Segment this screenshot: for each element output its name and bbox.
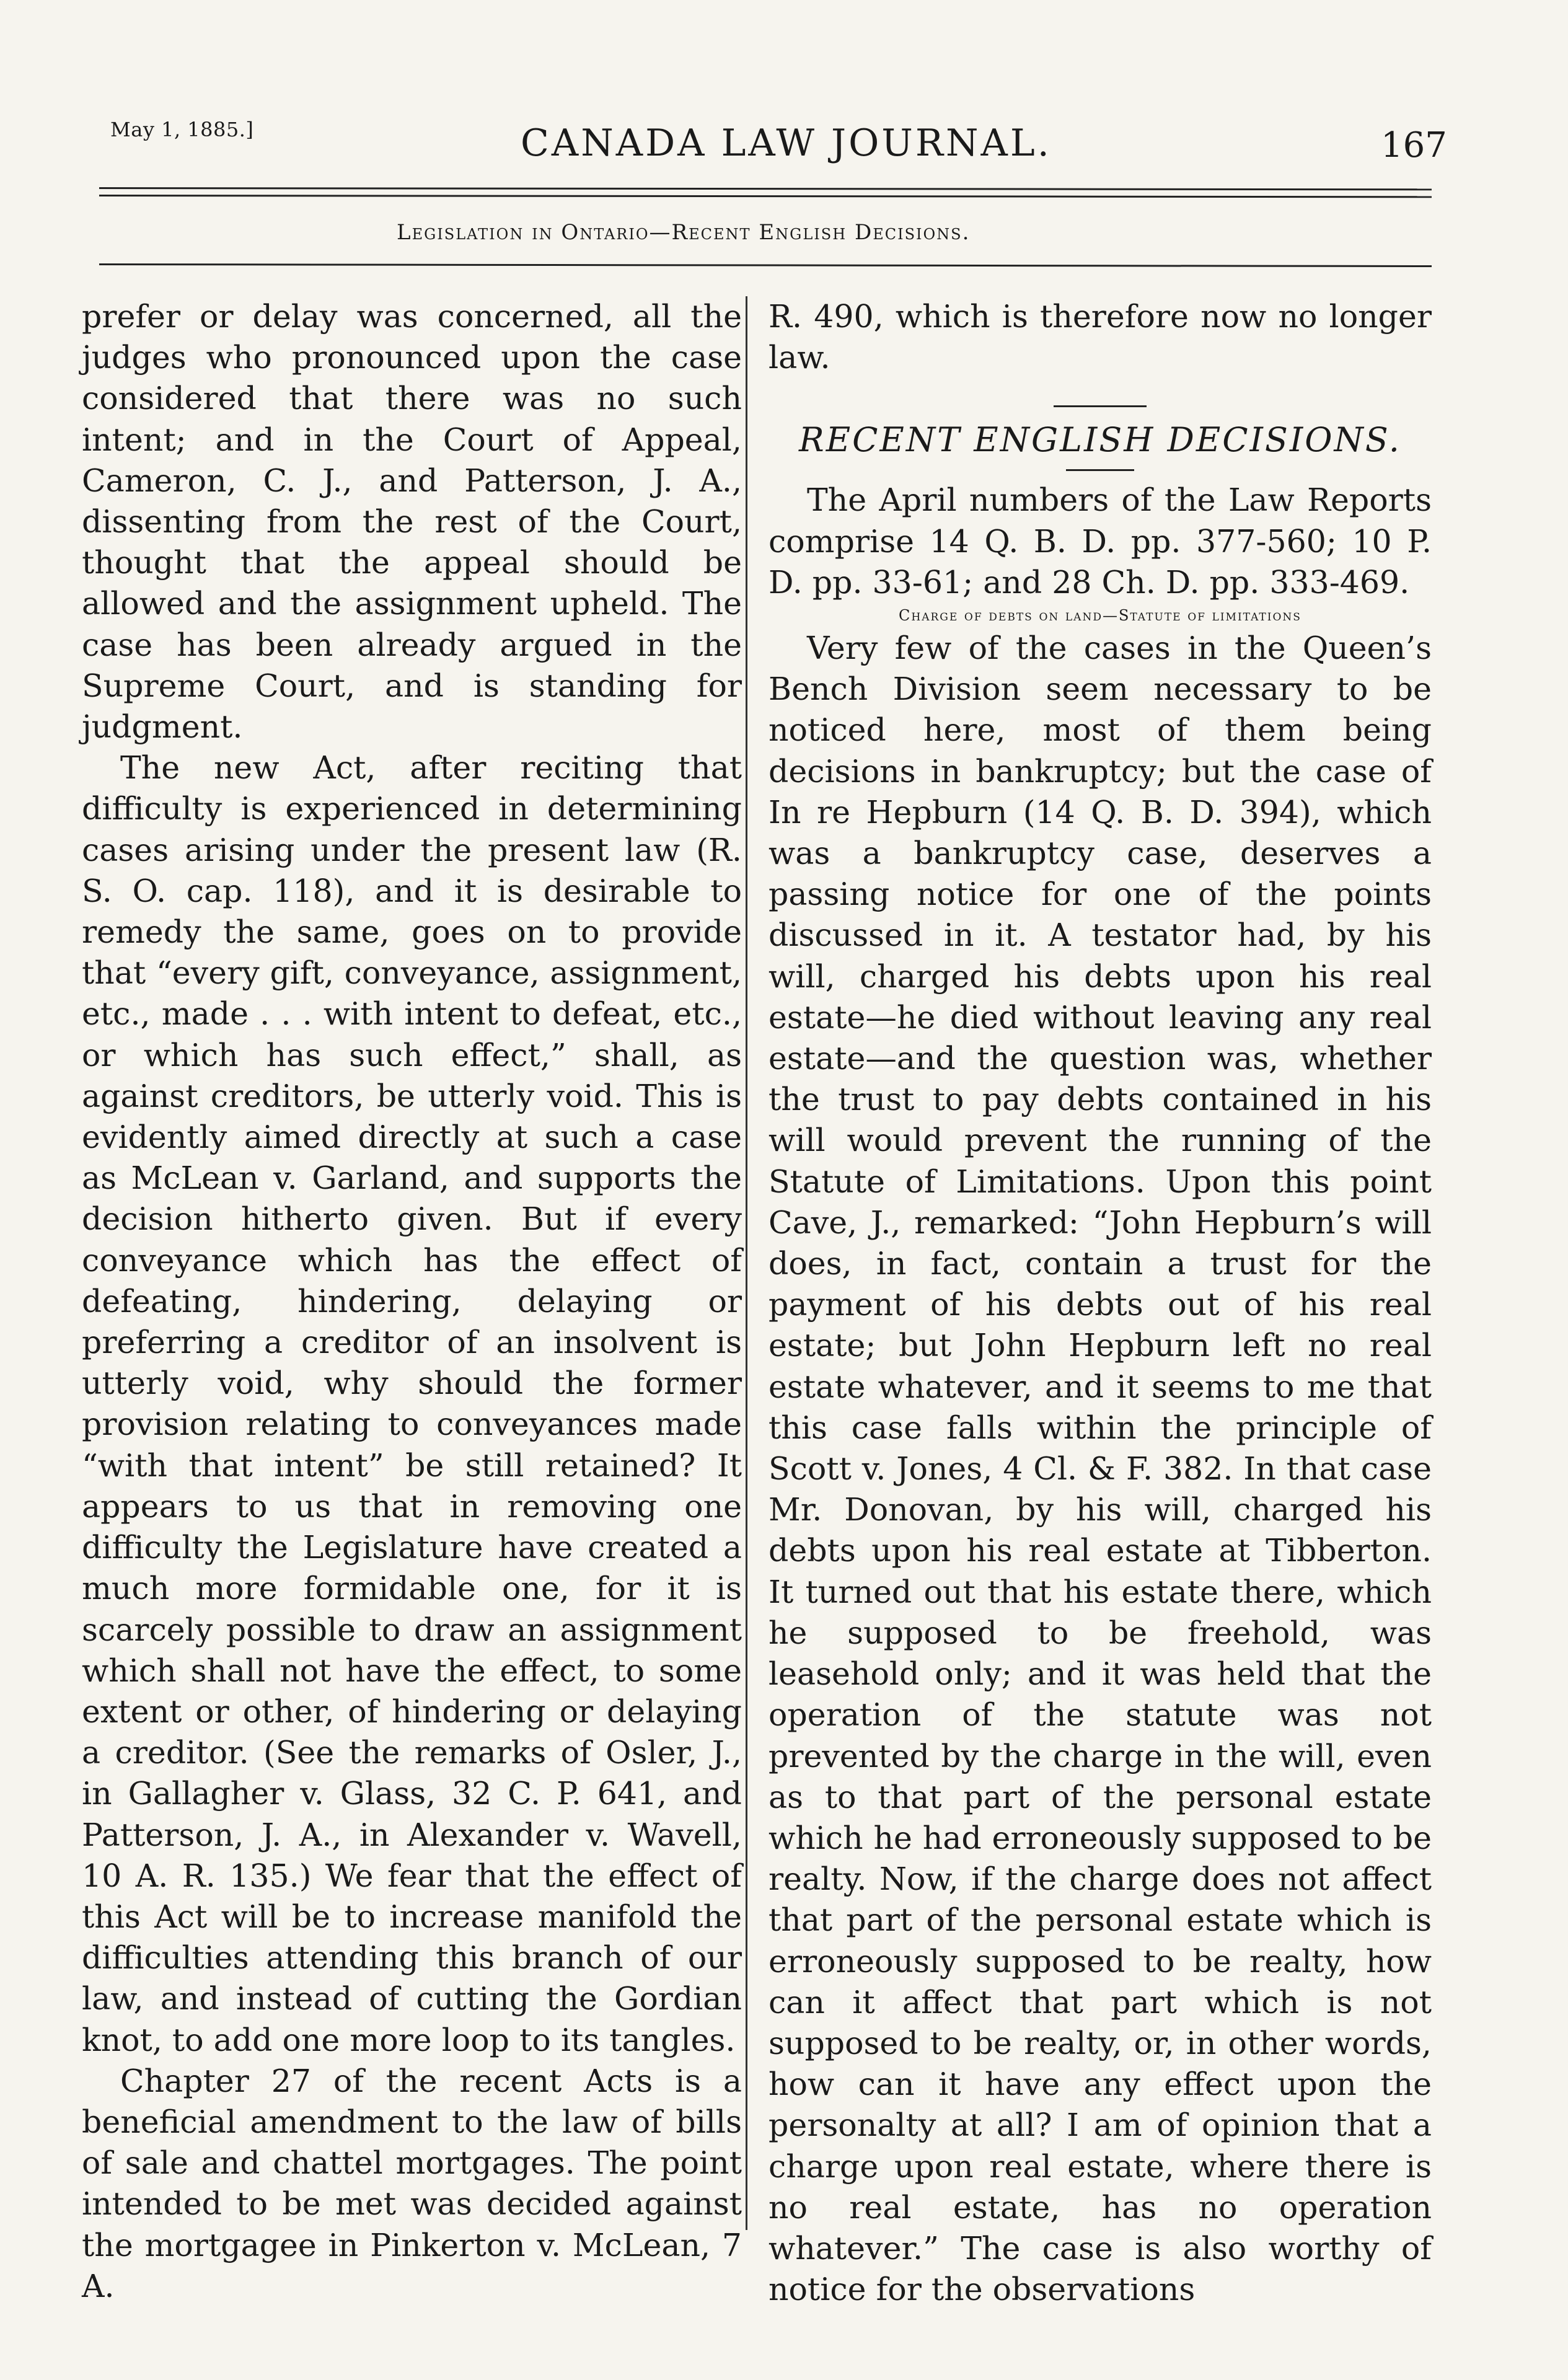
right-column: [769, 296, 1432, 2310]
left-column: [82, 296, 742, 2307]
right-paragraph-continued: R. 490, which is therefore now no longer law.: [769, 298, 1432, 376]
page-number: 167: [1381, 125, 1447, 165]
left-paragraph-2: The new Act, after reciting that difficulty is experienced in determining cases arising under the present law (R. S. O. cap. 118), and it is desirable to remedy the same, goes on to provide that “every gift, conveyance, assignment, etc., made . . . with intent to defeat, etc., or which has such effect,” shall, as against creditors, be utterly void. This is evidently aimed directly at such a case as McLean v. Garland, and supports the decision hitherto given. But if every conveyance which has the effect of defeating, hindering, delaying or preferring a creditor of an insolvent is utterly void, why should the former provision relating to conveyances made “with that intent” be still retained? It appears to us that in removing one difficulty the Legislature have created a much more formidable one, for it is scarcely possible to draw an assignment which shall not have the effect, to some extent or other, of hindering or delaying a creditor. (See the remarks of Osler, J., in Gallagher v. Glass, 32 C. P. 641, and Patterson, J. A., in Alexander v. Wavell, 10 A. R. 135.) We fear that the effect of this Act will be to increase manifold the difficulties attending this branch of our law, and instead of cutting the Gordian knot, to add one more loop to its tangles.: [82, 749, 742, 2058]
column-divider: [746, 296, 747, 2230]
topic-subheading: Charge of debts on land—Statute of limitations: [899, 607, 1302, 625]
section-title: Legislation in Ontario—Recent English Decisions.: [397, 220, 971, 245]
right-paragraph-2: Very few of the cases in the Queen’s Bench Division seem necessary to be noticed here, most of them being decisions in bankruptcy; but the case of In re Hepburn (14 Q. B. D. 394), which was a bankruptcy case, deserves a passing notice for one of the points discussed in it. A testator had, by his will, charged his debts upon his real estate—he died without leaving any real estate—and the question was, whether the trust to pay debts contained in his will would prevent the running of the Statute of Limitations. Upon this point Cave, J., remarked: “John Hepburn’s will does, in fact, contain a trust for the payment of his debts out of his real estate; but John Hepburn left no real estate whatever, and it seems to me that this case falls within the principle of Scott v. Jones, 4 Cl. & F. 382. In that case Mr. Donovan, by his will, charged his debts upon his real estate at Tibberton. It turned out that his estate there, which he supposed to be freehold, was leasehold only; and it was held that the operation of the statute was not prevented by the charge in the will, even as to that part of the personal estate which he had erroneously supposed to be realty. Now, if the charge does not affect that part of the personal estate which is erroneously supposed to be realty, how can it affect that part which is not supposed to be realty, or, in other words, how can it have any effect upon the personalty at all? I am of opinion that a charge upon real estate, where there is no real estate, has no operation whatever.” The case is also worthy of notice for the observations: [769, 630, 1432, 2308]
issue-date: May 1, 1885.]: [110, 118, 254, 141]
section-rule: [99, 263, 1432, 267]
short-rule-above-heading: [1054, 405, 1147, 407]
header-rule-top: [99, 187, 1432, 190]
recent-english-decisions-heading: RECENT ENGLISH DECISIONS.: [799, 420, 1401, 460]
left-paragraph-3: Chapter 27 of the recent Acts is a beneficial amendment to the law of bills of sale and chattel mortgages. The point intended to be met was decided against the mortgagee in Pinkerton v. McLean, 7 A.: [82, 2062, 742, 2304]
left-paragraph-1: prefer or delay was concerned, all the judges who pronounced upon the case considered that there was no such intent; and in the Court of Appeal, Cameron, C. J., and Patterson, J. A., dissenting from the rest of the Court, thought that the appeal should be allowed and the assignment upheld. The case has been already argued in the Supreme Court, and is standing for judgment.: [82, 298, 742, 746]
short-rule-below-heading: [1066, 469, 1134, 471]
right-paragraph-1: The April numbers of the Law Reports comprise 14 Q. B. D. pp. 377-560; 10 P. D. pp. 33-61; and 28 Ch. D. pp. 333-469.: [769, 482, 1432, 601]
journal-title: CANADA LAW JOURNAL.: [521, 121, 1052, 165]
header-rule-bottom: [99, 195, 1432, 198]
